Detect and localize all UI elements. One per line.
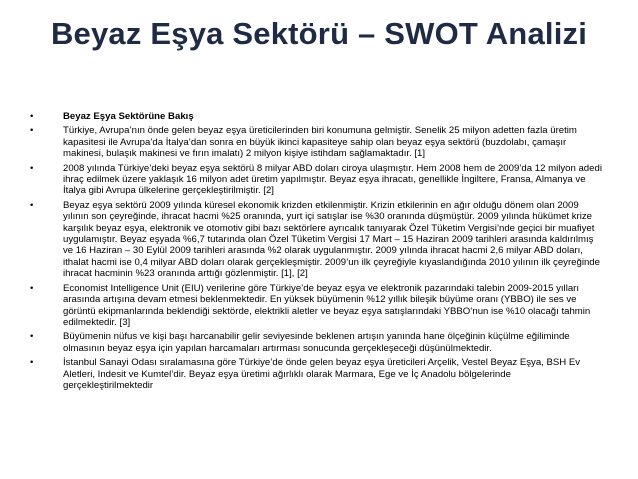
bullet-item <box>30 111 602 122</box>
bullet-icon: • <box>30 331 34 343</box>
bullet-text: 2008 yılında Türkiye’deki beyaz eşya sektörü 8 milyar ABD doları ciroya ulaşmıştır. Hem 2008 hem de 2009’da 12 milyon adedi ihraç edilmek üzere yaklaşık 16 milyon adet üretim yapılmıştır. Beyaz eşya ihracatı, genellikle İngiltere, Fransa, Almanya ve İtalya gibi Avrupa ülkelerine gerçekleştirilmiştir. [2] <box>63 162 602 197</box>
bullet-item <box>30 331 602 354</box>
bullet-item <box>30 163 602 197</box>
bullet-text: İstanbul Sanayi Odası sıralamasına göre Türkiye’de önde gelen beyaz eşya üreticileri Arçelik, Vestel Beyaz Eşya, BSH Ev Aletleri, Indesit ve Kumtel’dir. Beyaz eşya üretimi ağırlıklı olarak Marmara, Ege ve İç Anadolu bölgelerinde gerçekleştirilmektedir <box>63 357 581 391</box>
bullet-icon: • <box>30 199 34 211</box>
bullet-text: Büyümenin nüfus ve kişi başı harcanabilir gelir seviyesinde beklenen artışın yanında hane ölçeğinin küçülme eğiliminde olmasının beyaz eşya için yapılan harcamaları artırması sonucunda gerçekleşeceği düşünülmektedir. <box>63 331 570 354</box>
bullet-item <box>30 125 602 159</box>
slide-title: Beyaz Eşya Sektörü – SWOT Analizi <box>50 16 588 51</box>
bullet-text: Türkiye, Avrupa’nın önde gelen beyaz eşya üreticilerinden biri konumuna gelmiştir. Senelik 25 milyon adetten fazla üretim kapasitesi ile Avrupa’da İtalya’dan sonra en büyük ikinci kapasiteye sahip olan beyaz eşya sektörü (buzdolabı, çamaşır makinesi, bulaşık makinesi ve fırın imalatı) 2 milyon kişiye istihdam sağlamaktadır. [1] <box>63 125 577 160</box>
bullet-item <box>30 200 602 280</box>
bullet-text: Beyaz Eşya Sektörüne Bakış <box>63 111 194 122</box>
bullet-text: Beyaz eşya sektörü 2009 yılında küresel ekonomik krizden etkilenmiştir. Krizin etkilerinin en ağır olduğu dönem olan 2009 yılının son çeyreğinde, ihracat hacmi %25 oranında, yurt içi satışlar ise %30 oranında düşmüştür. 2009 yılında hükümet krize karşılık beyaz eşya, elektronik ve otomotiv gibi bazı sektörlere ayrıcalık tanıyarak Özel Tüketim Vergisi’nde geçici bir muafiyet uygulamıştır. Beyaz eşyada %6,7 tutarında olan Özel Tüketim Vergisi 17 Mart – 15 Haziran 2009 tarihleri arasında kaldırılmış ve 16 Haziran – 30 Eylül 2009 tarihleri arasında %2 olarak uygulanmıştır. 2009 yılında ihracat hacmi 2,6 milyar ABD doları, ithalat hacmi ise 0,4 milyar ABD doları olarak gerçekleşmiştir. 2009’un ilk çeyreğiyle kıyaslandığında 2010 yılının ilk çeyreğinde ihracat hacminin %23 oranında arttığı gözlenmiştir. [1], [2] <box>63 199 600 280</box>
bullet-text: Economist Intelligence Unit (EIU) verilerine göre Türkiye’de beyaz eşya ve elektronik pazarındaki talebin 2009-2015 yılları arasında artışına devam etmesi beklenmektedir. En yüksek büyümenin %12 yıllık bileşik büyüme oranı (YBBO) ile ses ve görüntü ekipmanlarında beklendiği sektörde, elektrikli aletler ve beyaz eşya satışlarındaki YBBO’nun ise %10 olacağı tahmin edilmektedir. [3] <box>63 282 591 328</box>
bullet-item <box>30 283 602 329</box>
bullet-list <box>30 111 602 394</box>
bullet-icon: • <box>30 125 34 137</box>
bullet-icon: • <box>30 282 34 294</box>
bullet-icon: • <box>30 111 34 122</box>
bullet-item <box>30 357 602 391</box>
bullet-icon: • <box>30 162 34 174</box>
bullet-icon: • <box>30 357 34 369</box>
